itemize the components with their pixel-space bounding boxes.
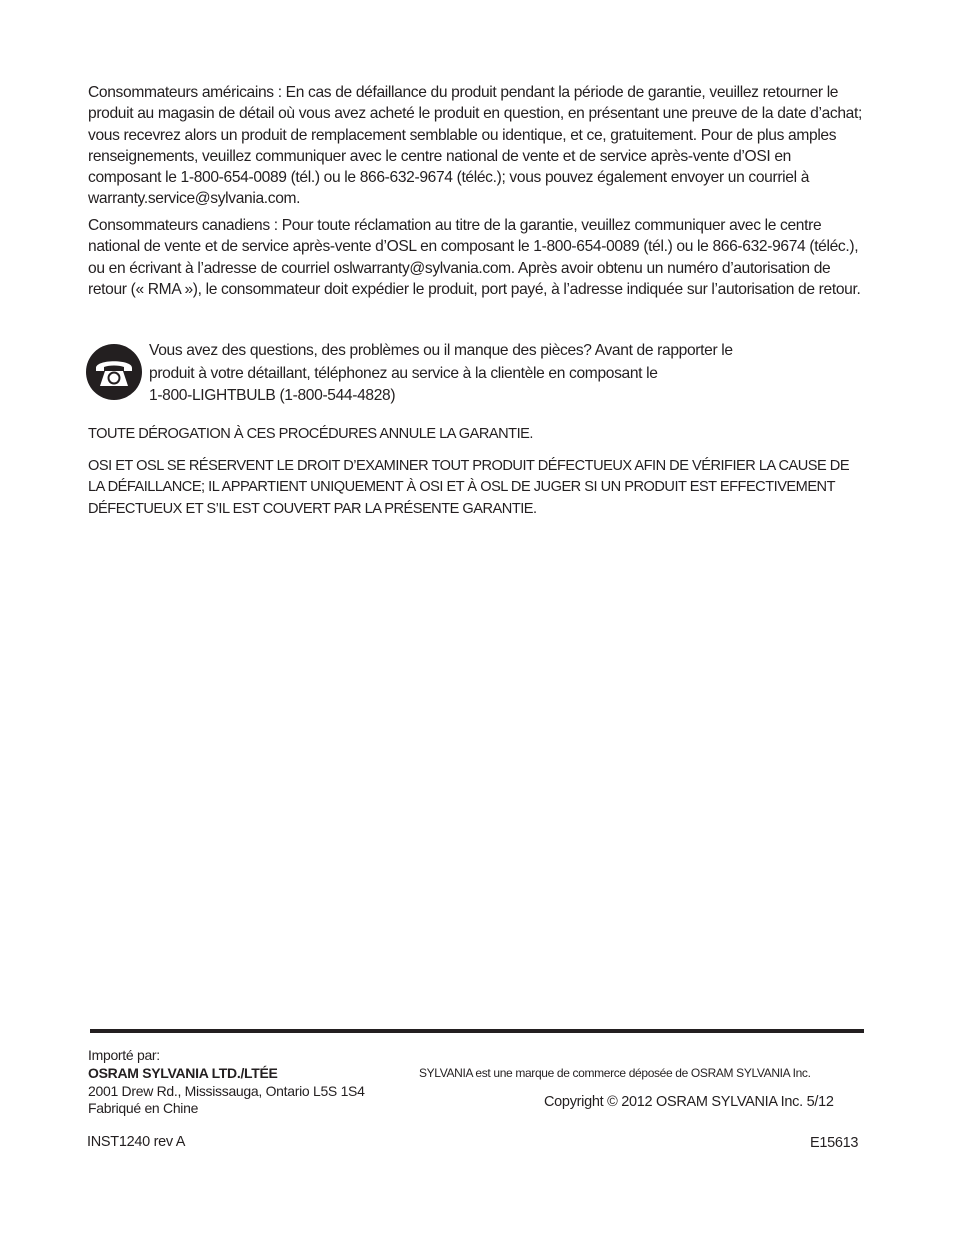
trademark-notice: SYLVANIA est une marque de commerce déposée de OSRAM SYLVANIA Inc. bbox=[419, 1066, 811, 1080]
footer-divider bbox=[90, 1029, 864, 1033]
document-code: E15613 bbox=[810, 1135, 859, 1151]
customer-service-text bbox=[149, 340, 829, 408]
copyright-notice: Copyright © 2012 OSRAM SYLVANIA Inc. 5/12 bbox=[544, 1094, 834, 1110]
customer-service-callout bbox=[86, 340, 846, 406]
customer-service-line-1: Vous avez des questions, des problèmes ou il manque des pièces? Avant de rapporter le bbox=[149, 342, 733, 359]
us-consumers-paragraph: Consommateurs américains : En cas de défaillance du produit pendant la période de garantie, veuillez retourner le produit au magasin de détail où vous avez acheté le produit en question, en présentant une preuve de la date d’achat; vous recevrez alors un produit de remplacement semblable ou identique, et ce, gratuitement. Pour de plus amples renseignements, veuillez communiquer avec le centre national de vente et de service après-vente d’OSI en composant le 1-800-654-0089 (tél.) ou le 866-632-9674 (téléc.); vous pouvez également envoyer un courriel à warranty.service@sylvania.com. bbox=[88, 84, 862, 208]
canadian-consumers-paragraph: Consommateurs canadiens : Pour toute réclamation au titre de la garantie, veuillez communiquer avec le centre national de vente et de service après-vente d’OSL en composant le 1-800-654-0089 (tél.) ou le 866-632-9674 (téléc.), ou en écrivant à l’adresse de courriel oslwarranty@sylvania.com. Après avoir obtenu un numéro d’autorisation de retour (« RMA »), le consommateur doit expédier le produit, port payé, à l’adresse indiquée sur l’autorisation de retour. bbox=[88, 217, 861, 298]
customer-service-phone-number: 1-800-LIGHTBULB (1-800-544-4828) bbox=[149, 387, 396, 404]
instruction-number: INST1240 rev A bbox=[87, 1134, 186, 1150]
telephone-icon bbox=[86, 344, 142, 400]
importer-block bbox=[88, 1047, 365, 1118]
importer-name: OSRAM SYLVANIA LTD./LTÉE bbox=[88, 1064, 278, 1081]
warranty-void-notice: TOUTE DÉROGATION À CES PROCÉDURES ANNULE LA GARANTIE. bbox=[88, 426, 533, 442]
customer-service-line-2: produit à votre détaillant, téléphonez au service à la clientèle en composant le bbox=[149, 364, 658, 382]
inspection-rights-notice: OSI ET OSL SE RÉSERVENT LE DROIT D’EXAMINER TOUT PRODUIT DÉFECTUEUX AFIN DE VÉRIFIER LA CAUSE DE LA DÉFAILLANCE; IL APPARTIENT UNIQUEMENT À OSI ET À OSL DE JUGER SI UN PRODUIT EST EFFECTIVEMENT DÉFECTUEUX ET S’IL EST COUVERT PAR LA PRÉSENTE GARANTIE. bbox=[88, 458, 850, 517]
country-of-manufacture: Fabriqué en Chine bbox=[88, 1100, 199, 1117]
imported-by-label: Importé par: bbox=[88, 1047, 160, 1063]
importer-address: 2001 Drew Rd., Mississauga, Ontario L5S 1S4 bbox=[88, 1082, 365, 1099]
